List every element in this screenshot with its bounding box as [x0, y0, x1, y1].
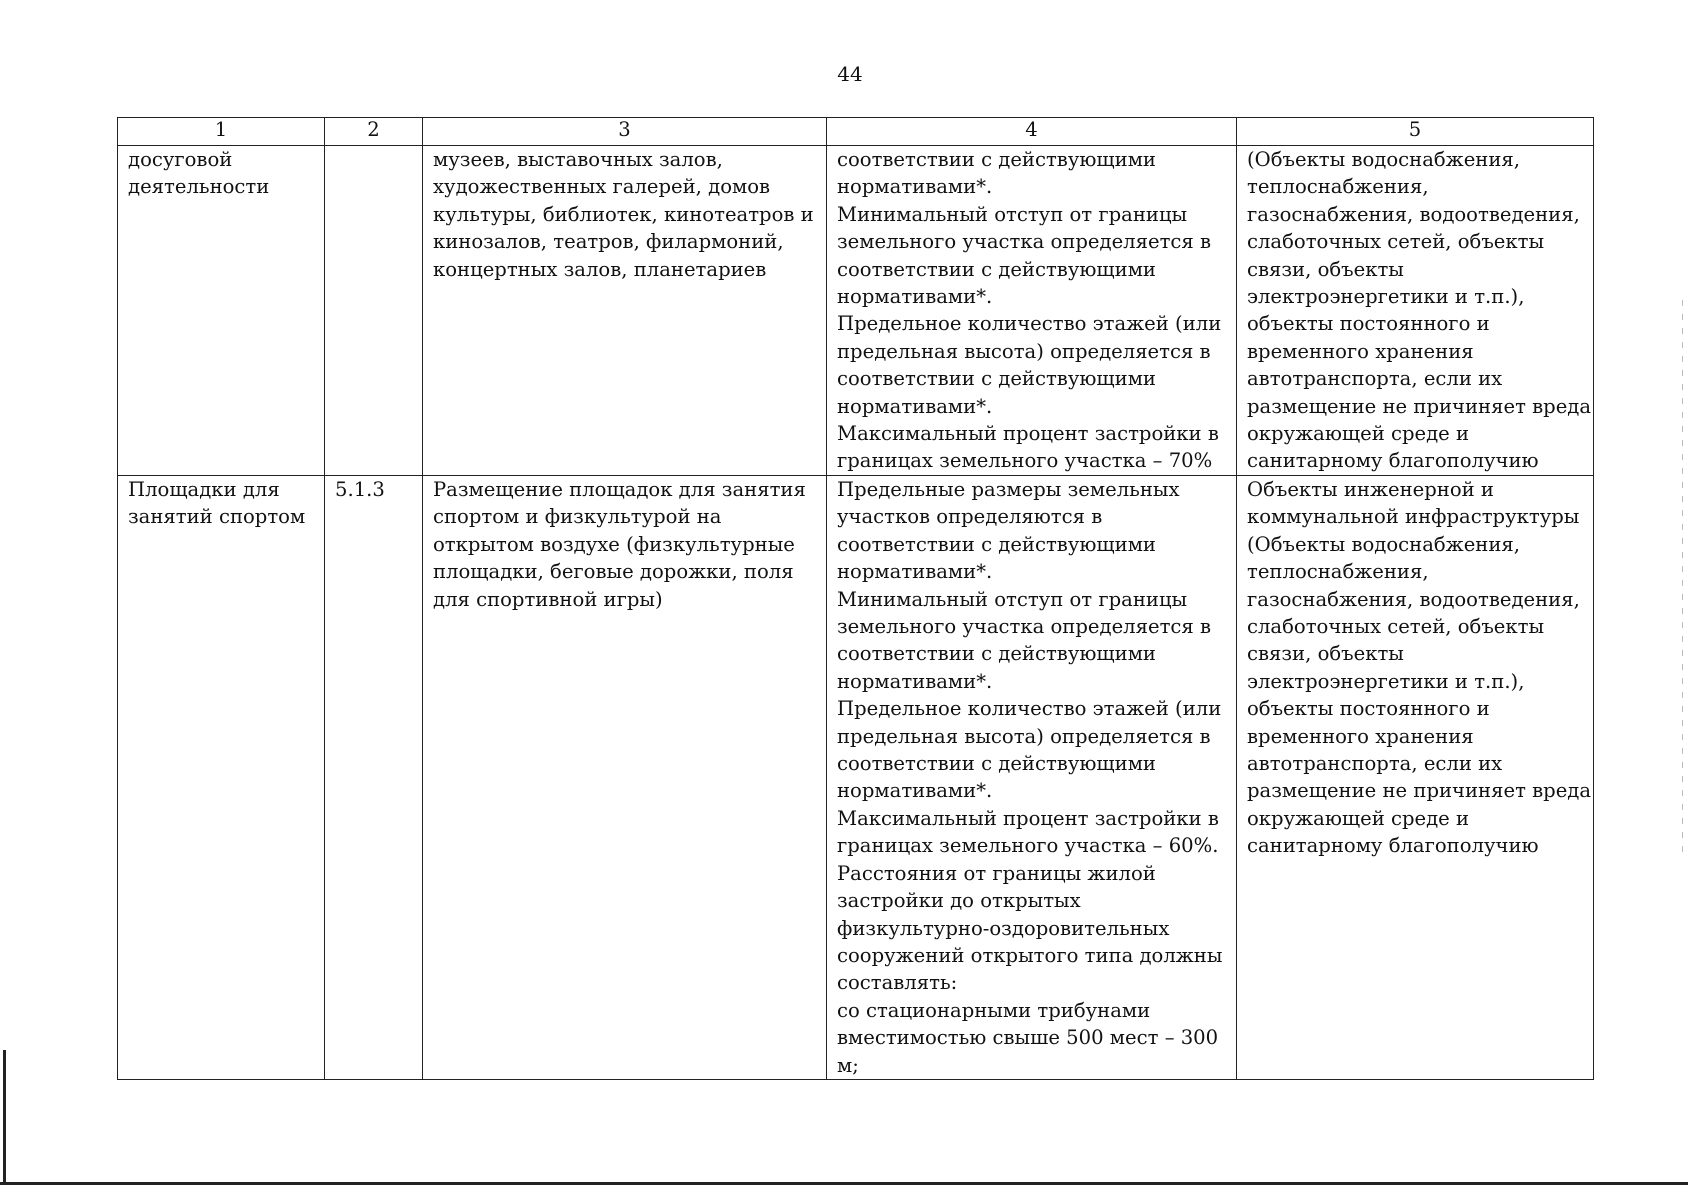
cell-line: сооружений открытого типа должны: [837, 943, 1223, 967]
cell-line: газоснабжения, водоотведения,: [1247, 202, 1580, 226]
table-cell-col3: [423, 146, 827, 476]
cell-line: нормативами*.: [837, 285, 993, 309]
cell-line: участков определяются в: [837, 505, 1103, 529]
cell-line: окружающей среде и: [1247, 806, 1470, 830]
table-cell-col5: [1237, 146, 1594, 476]
cell-line: м;: [837, 1053, 859, 1077]
cell-line: слаботочных сетей, объекты: [1247, 615, 1545, 639]
cell-line: деятельности: [128, 175, 270, 199]
cell-line: газоснабжения, водоотведения,: [1247, 587, 1580, 611]
table-cell-col1: [118, 146, 325, 476]
scan-border-left: [3, 1050, 6, 1184]
cell-line: автотранспорта, если их: [1247, 752, 1503, 776]
table-cell-col4: [827, 146, 1237, 476]
cell-line: коммунальной инфраструктуры: [1247, 505, 1580, 529]
cell-line: Предельное количество этажей (или: [837, 697, 1222, 721]
cell-line: земельного участка определяется в: [837, 615, 1212, 639]
cell-line: размещение не причиняет вреда: [1247, 394, 1592, 418]
cell-line: соответствии с действующими: [837, 257, 1156, 281]
cell-line: санитарному благополучию: [1247, 834, 1539, 858]
cell-line: площадки, беговые дорожки, поля: [433, 560, 794, 584]
cell-line: объекты постоянного и: [1247, 697, 1490, 721]
column-header-5: 5: [1237, 118, 1594, 146]
cell-line: Объекты инженерной и: [1247, 478, 1494, 501]
cell-line: связи, объекты: [1247, 257, 1404, 281]
cell-line: физкультурно-оздоровительных: [837, 916, 1170, 940]
cell-line: концертных залов, планетариев: [433, 257, 767, 281]
cell-line: соответствии с действующими: [837, 752, 1156, 776]
scan-border-right: [1682, 300, 1683, 860]
cell-line: Предельные размеры земельных: [837, 478, 1180, 501]
cell-line: нормативами*.: [837, 779, 993, 803]
cell-line: санитарному благополучию: [1247, 449, 1539, 473]
row-cultural-leisure: [118, 146, 1594, 476]
cell-line: художественных галерей, домов: [433, 175, 771, 199]
cell-line: Минимальный отступ от границы: [837, 587, 1188, 611]
cell-line: (Объекты водоснабжения,: [1247, 148, 1521, 171]
table-cell-col2: [325, 146, 423, 476]
cell-line: Максимальный процент застройки в: [837, 422, 1219, 446]
cell-line: границах земельного участка – 70%: [837, 449, 1213, 473]
cell-line: объекты постоянного и: [1247, 312, 1490, 336]
scan-border-bottom: [0, 1182, 1688, 1185]
cell-line: временного хранения: [1247, 339, 1474, 363]
cell-line: 5.1.3: [335, 478, 385, 501]
cell-line: предельная высота) определяется в: [837, 339, 1211, 363]
cell-line: соответствии с действующими: [837, 642, 1156, 666]
cell-line: нормативами*.: [837, 394, 993, 418]
cell-line: соответствии с действующими: [837, 532, 1156, 556]
cell-line: предельная высота) определяется в: [837, 724, 1211, 748]
cell-line: со стационарными трибунами: [837, 998, 1151, 1022]
cell-line: связи, объекты: [1247, 642, 1404, 666]
cell-line: слаботочных сетей, объекты: [1247, 230, 1545, 254]
cell-line: спортом и физкультурой на: [433, 505, 722, 529]
cell-line: кинозалов, театров, филармоний,: [433, 230, 784, 254]
table-cell-col3: [423, 476, 827, 1080]
table-cell-col5: [1237, 476, 1594, 1080]
cell-line: культуры, библиотек, кинотеатров и: [433, 202, 814, 226]
cell-line: Максимальный процент застройки в: [837, 806, 1219, 830]
cell-line: Минимальный отступ от границы: [837, 202, 1188, 226]
table-header-row: [118, 118, 1594, 146]
cell-line: соответствии с действующими: [837, 148, 1156, 171]
cell-line: границах земельного участка – 60%.: [837, 834, 1219, 858]
cell-line: Размещение площадок для занятия: [433, 478, 806, 501]
column-header-1: 1: [118, 118, 325, 146]
cell-line: для спортивной игры): [433, 587, 663, 611]
cell-line: (Объекты водоснабжения,: [1247, 532, 1521, 556]
cell-line: нормативами*.: [837, 560, 993, 584]
cell-line: вместимостью свыше 500 мест – 300: [837, 1026, 1219, 1050]
cell-line: теплоснабжения,: [1247, 175, 1429, 199]
row-sports-grounds: [118, 476, 1594, 1080]
regulation-table: [117, 117, 1594, 1080]
cell-line: Расстояния от границы жилой: [837, 861, 1156, 885]
cell-line: застройки до открытых: [837, 889, 1081, 913]
cell-line: составлять:: [837, 971, 958, 995]
cell-line: нормативами*.: [837, 669, 993, 693]
cell-line: открытом воздухе (физкультурные: [433, 532, 795, 556]
cell-line: соответствии с действующими: [837, 367, 1156, 391]
cell-line: музеев, выставочных залов,: [433, 148, 723, 171]
cell-line: автотранспорта, если их: [1247, 367, 1503, 391]
cell-line: электроэнергетики и т.п.),: [1247, 669, 1525, 693]
column-header-4: 4: [827, 118, 1237, 146]
page-number: 44: [837, 62, 863, 86]
cell-line: теплоснабжения,: [1247, 560, 1429, 584]
cell-line: временного хранения: [1247, 724, 1474, 748]
cell-line: Предельное количество этажей (или: [837, 312, 1222, 336]
cell-line: окружающей среде и: [1247, 422, 1470, 446]
column-header-2: 2: [325, 118, 423, 146]
cell-line: электроэнергетики и т.п.),: [1247, 285, 1525, 309]
column-header-3: 3: [423, 118, 827, 146]
cell-line: досуговой: [128, 148, 233, 171]
cell-line: занятий спортом: [128, 505, 306, 529]
table-cell-col2: [325, 476, 423, 1080]
cell-line: земельного участка определяется в: [837, 230, 1212, 254]
cell-line: Площадки для: [128, 478, 280, 501]
cell-line: размещение не причиняет вреда: [1247, 779, 1592, 803]
table-cell-col4: [827, 476, 1237, 1080]
table-cell-col1: [118, 476, 325, 1080]
cell-line: нормативами*.: [837, 175, 993, 199]
